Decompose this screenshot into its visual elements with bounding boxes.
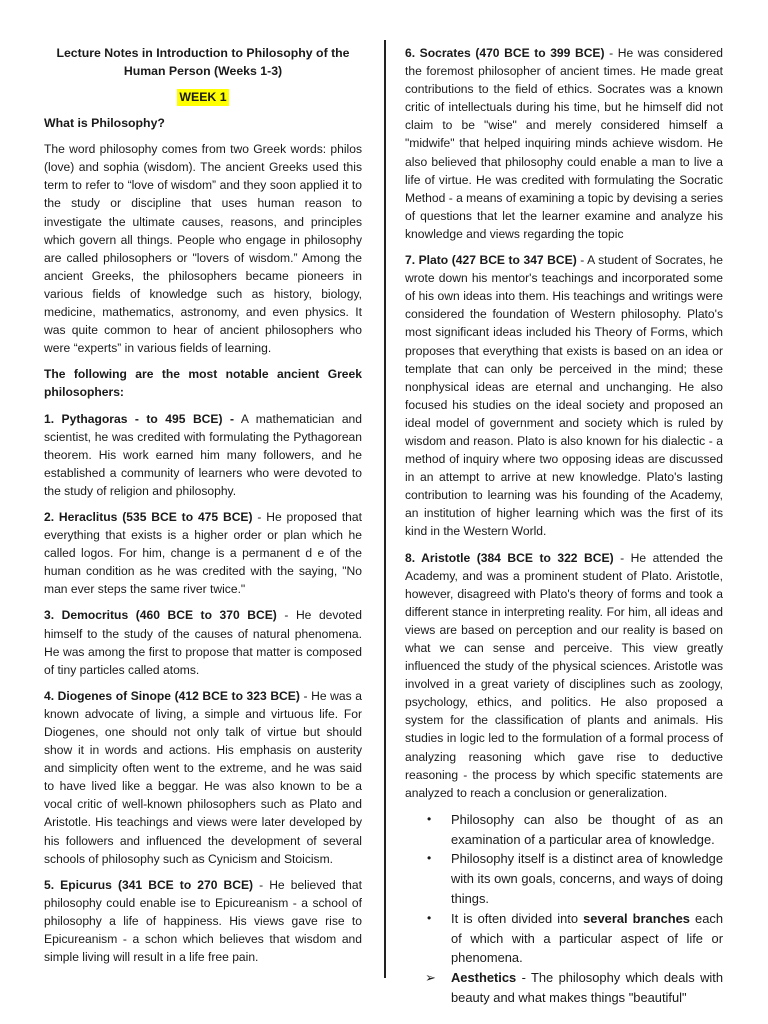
bullet-dot-icon: • (427, 910, 432, 925)
bullet-item (427, 968, 723, 1008)
bullet-text: It is often divided into (451, 910, 584, 926)
bullet-dot-icon: • (427, 811, 432, 826)
bullet-text: Philosophy itself is a distinct area of knowledge with its own goals, concerns, and ways of doing things. (451, 851, 723, 907)
philosopher-text: - He was considered the foremost philosopher of ancient times. He made great contributions to the field of ethics. Socrates was a known critic of intellectuals during his time, but he himself did not claim to be "wise" and merely considered himself a "midwife" that helped inquiring minds achieve wisdom. He also believed that philosophy could enable a man to live a life of virtue. He was credited with formulating the Socratic Method - a means of examining a topic by devising a series of questions that let the learner examine and analyze his knowledge and views regarding the topic (405, 46, 723, 241)
philosopher-entry-epicurus (44, 876, 362, 966)
philosopher-text: - A student of Socrates, he wrote down his mentor's teachings and incorporated some of his own ideas into them. His teachings and writings were considered the foundation of Western philosophy. Plato's most significant ideas included his Theory of Forms, which proposes that everything that exists is based on an idea or template that can only be perceived in the mind; these nonphysical ideas are eternal and unchanging. He also focused his studies on the ideal society and proposed an ideal model of government and society which is ruled by wisdom and reason. Plato is also known for his dialectic - a method of inquiry where two opposing ideas are discussed in an attempt to arrive at new knowledge. Plato's lasting contribution to learning was his founding of the Academy, an institution of higher learning which was the first of its kind in the Western World. (405, 253, 723, 539)
left-column (44, 44, 362, 974)
bullet-text: Philosophy can also be thought of as an examination of a particular area of knowledge. (451, 811, 723, 847)
bullet-item (427, 849, 723, 908)
philosopher-heading: 4. Diogenes of Sinope (412 BCE to 323 BCE) (44, 688, 300, 703)
bullet-item (427, 810, 723, 850)
bullet-dot-icon: • (427, 851, 432, 866)
philosopher-heading: 7. Plato (427 BCE to 347 BCE) (405, 253, 577, 268)
bullet-list (405, 810, 723, 1008)
philosopher-entry-aristotle (405, 549, 723, 802)
intro-paragraph: The word philosophy comes from two Greek words: philos (love) and sophia (wisdom). The ancient Greeks used this term to refer to “love of wisdom” and they soon applied it to the study or discipline that uses human reason to investigate the ultimate causes, reasons, and principles which govern all things. People who engage in philosophy are called philosophers or "lovers of wisdom.” Among the ancient Greeks, the philosophers became pioneers in various fields of knowledge such as history, biology, medicine, mathematics, astronomy, and even physics. It was quite common to hear of ancient philosophers who were “experts” in various fields of learning. (44, 142, 362, 356)
philosopher-heading: 8. Aristotle (384 BCE to 322 BCE) (405, 550, 614, 565)
philosopher-heading: 5. Epicurus (341 BCE to 270 BCE) (44, 877, 254, 892)
list-intro: The following are the most notable ancient Greek philosophers: (44, 367, 362, 400)
philosopher-heading: 6. Socrates (470 BCE to 399 BCE) (405, 46, 605, 60)
right-column (405, 44, 723, 1008)
column-divider (384, 40, 386, 978)
philosopher-heading: 3. Democritus (460 BCE to 370 BCE) (44, 608, 277, 623)
section-heading: What is Philosophy? (44, 116, 165, 131)
bullet-text-after: - The philosophy which deals with beauty and what makes things "beautiful" (451, 970, 723, 1006)
philosopher-entry-democritus (44, 606, 362, 678)
philosopher-text: - He devoted himself to the study of the causes of natural phenomena. He was among the first to propose that matter is composed of tiny particles called atoms. (44, 608, 362, 677)
philosopher-heading: 2. Heraclitus (535 BCE to 475 BCE) (44, 509, 253, 524)
philosopher-entry-diogenes (44, 687, 362, 868)
week-label-wrap (44, 88, 362, 106)
philosopher-text: - He proposed that everything that exists is a higher order or plan which he called logos. For him, change is a permanent d e of the human condition as he was credited with the saying, "No man ever steps the same river twice." (44, 509, 362, 597)
philosopher-entry-plato (405, 251, 723, 541)
philosopher-heading: 1. Pythagoras - to 495 BCE) - (44, 411, 235, 426)
philosopher-entry-heraclitus (44, 508, 362, 598)
philosopher-text: A mathematician and scientist, he was credited with formulating the Pythagorean theorem. His work earned him many followers, and he established a community of learners who were devoted to the study of religion and philosophy. (44, 411, 362, 498)
philosopher-entry-socrates (405, 44, 723, 243)
document-title: Lecture Notes in Introduction to Philosophy of the Human Person (Weeks 1-3) (56, 46, 350, 78)
bullet-bold-text: several branches (583, 910, 690, 926)
bullet-item (427, 909, 723, 968)
philosopher-text: - He believed that philosophy could enable ise to Epicureanism - a school of philosophy a life of happiness. His views gave rise to Epicureanism - a schon which believes that wisdom and simple living will result in a life free pain. (44, 877, 362, 965)
week-label: WEEK 1 (179, 90, 227, 104)
bullet-text-after: each of which with a particular aspect of life or phenomena. (451, 910, 724, 966)
arrow-bullet-icon: ➢ (425, 970, 436, 986)
bullet-bold-text: Aesthetics (451, 970, 517, 986)
philosopher-entry-pythagoras (44, 410, 362, 500)
philosopher-text: - He attended the Academy, and was a prominent student of Plato. Aristotle, however, disagreed with Plato's theory of forms and took a different stance in interpreting reality. For him, all ideas and views are based on perception and our reality is based on what we can sense and perceive. This view greatly influenced the study of the physical sciences. Aristotle was involved in a great variety of disciplines such as zoology, psychology, ethics, and politics. He also proposed a system for the classification of plants and animals. His studies in logic led to the formulation of a formal process of analyzing reasoning which gave rise to deductive reasoning - the process by which specific statements are analyzed to reach a conclusion or generalization. (405, 550, 723, 800)
philosopher-text: - He was a known advocate of living, a simple and virtuous life. For Diogenes, one should not only talk of virtue but should show it in words and actions. His emphasis on austerity and simplicity often went to the extreme, and he was said to have lived like a beggar. He was also known to be a vocal critic of well-known philosophers such as Plato and Aristotle. His teachings and views were later developed by his followers and influenced the development of several schools of philosophy such as Cynicism and Stoicism. (44, 688, 362, 866)
